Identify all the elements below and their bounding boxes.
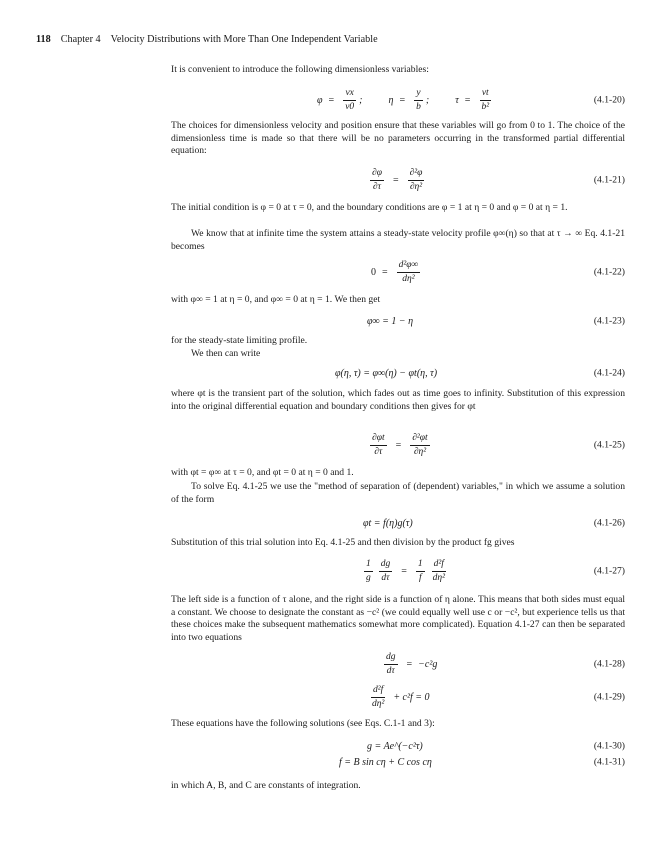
equation-4-1-28: $\frac{dg}{d\tau}$ = −c²g (4.1-28) bbox=[386, 651, 625, 676]
equation-number: (4.1-21) bbox=[593, 174, 625, 186]
paragraph-1: It is convenient to introduce the following dimensionless variables: bbox=[171, 64, 429, 75]
equation-4-1-29: $\frac{\text{d²f}}{\text{dη²}}$ + c²f = 0 (4.1-29) bbox=[372, 684, 625, 709]
equation-number: (4.1-23) bbox=[593, 315, 625, 327]
equation-4-1-22: 0 = $\frac{\text{d²φ∞}}{\text{dη²}}$ (4.1-22) bbox=[371, 259, 625, 284]
paragraph-12: The left side is a function of τ alone, and the right side is a function of η alone. This means that both sides must equal a constant. We choose to designate the constant as −c² (we could equally well use c or −c², but experience tells us that these choices make the subsequent mathematics somewhat more complicated). Equation 4.1-27 can then be separated into two equations bbox=[171, 594, 625, 643]
paragraph-5: with φ∞ = 1 at η = 0, and φ∞ = 0 at η = 1. We then get bbox=[171, 294, 381, 305]
equation-4-1-20: φ = $\frac{vx}{v0}$ ; η = $\frac{y}{b}$ ; τ = $\frac{\nu t}{\text{b²}}$ (4.1-20) bbox=[317, 87, 625, 112]
equation-4-1-26: φt = f(η)g(τ) (4.1-26) bbox=[363, 517, 625, 529]
equation-number: (4.1-27) bbox=[593, 565, 625, 577]
paragraph-14: in which A, B, and C are constants of integration. bbox=[171, 780, 361, 791]
paragraph-8: where φt is the transient part of the solution, which fades out as time goes to infinity. Substitution of this expression into the original differential equation and boundary conditions then gives for φt bbox=[171, 388, 625, 412]
equation-number: (4.1-20) bbox=[593, 94, 625, 106]
equation-number: (4.1-30) bbox=[593, 740, 625, 752]
equation-4-1-30: g = Ae^(−c²τ) (4.1-30) bbox=[367, 740, 625, 752]
paragraph-9: with φt = φ∞ at τ = 0, and φt = 0 at η = 0 and 1. bbox=[171, 467, 354, 478]
equation-4-1-24: φ(η, τ) = φ∞(η) − φt(η, τ) (4.1-24) bbox=[335, 367, 625, 379]
equation-number: (4.1-31) bbox=[593, 756, 625, 768]
equation-number: (4.1-26) bbox=[593, 517, 625, 529]
paragraph-3: The initial condition is φ = 0 at τ = 0, and the boundary conditions are φ = 1 at η = 0 and φ = 0 at η = 1. bbox=[171, 202, 568, 213]
running-header bbox=[36, 34, 378, 45]
chapter-title: Chapter 4 Velocity Distributions with More Than One Independent Variable bbox=[60, 34, 378, 45]
paragraph-10: To solve Eq. 4.1-25 we use the "method of separation of (dependent) variables," in which we assume a solution of the form bbox=[171, 481, 625, 505]
paragraph-11: Substitution of this trial solution into Eq. 4.1-25 and then division by the product fg gives bbox=[171, 537, 515, 548]
paragraph-13: These equations have the following solutions (see Eqs. C.1-1 and 3): bbox=[171, 718, 435, 729]
equation-4-1-27: $\frac{1}{g}$ $\frac{dg}{d\tau}$ = $\frac{1}{f}$ $\frac{\text{d²f}}{\text{dη²}}$ (4.1-27) bbox=[366, 558, 625, 583]
page-number: 118 bbox=[36, 34, 51, 45]
paragraph-2: The choices for dimensionless velocity and position ensure that these variables will go from 0 to 1. The choice of the dimensionless time is made so that there will be no parameters occurring in the transformed partial differential equation: bbox=[171, 120, 625, 157]
equation-number: (4.1-29) bbox=[593, 691, 625, 703]
equation-number: (4.1-24) bbox=[593, 367, 625, 379]
equation-4-1-23: φ∞ = 1 − η (4.1-23) bbox=[367, 315, 625, 327]
equation-4-1-25: $\frac{\partial\varphi t}{\partial\tau}$ = $\frac{\text{∂²φt}}{\text{∂η²}}$ (4.1-25) bbox=[372, 432, 625, 457]
paragraph-7: We then can write bbox=[191, 348, 261, 359]
equation-4-1-31: f = B sin cη + C cos cη (4.1-31) bbox=[339, 756, 625, 768]
paragraph-6: for the steady-state limiting profile. bbox=[171, 335, 308, 346]
equation-number: (4.1-25) bbox=[593, 439, 625, 451]
equation-number: (4.1-28) bbox=[593, 658, 625, 670]
equation-number: (4.1-22) bbox=[593, 266, 625, 278]
paragraph-4: We know that at infinite time the system attains a steady-state velocity profile φ∞(η) so that at τ → ∞ Eq. 4.1-21 becomes bbox=[171, 228, 625, 252]
equation-4-1-21: $\frac{\partial\varphi}{\partial\tau}$ = $\frac{\text{∂²φ}}{\text{∂η²}}$ (4.1-21) bbox=[372, 167, 625, 192]
